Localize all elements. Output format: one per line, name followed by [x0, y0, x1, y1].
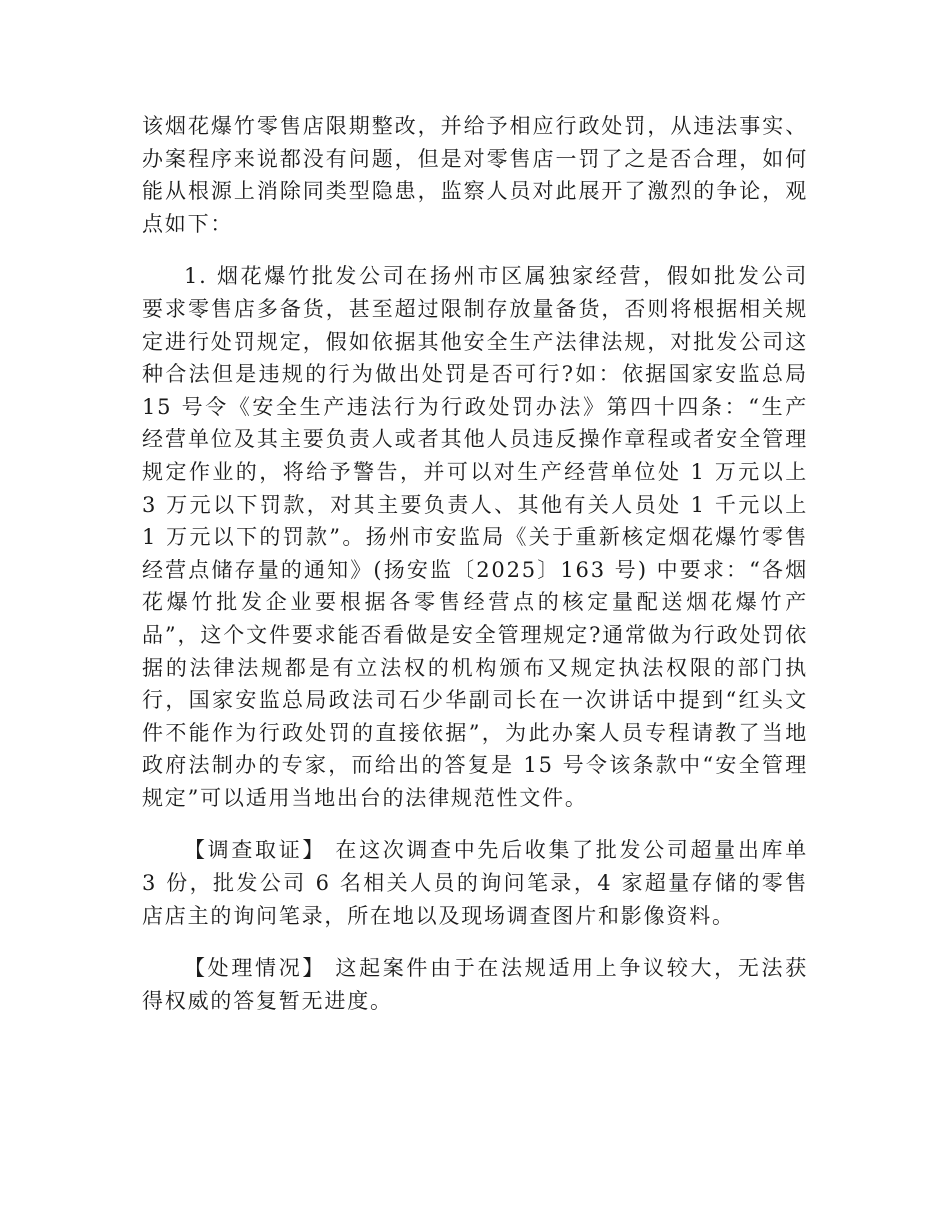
paragraph-intro: 该烟花爆竹零售店限期整改，并给予相应行政处罚，从违法事实、办案程序来说都没有问题，但是对零售店一罚了之是否合理，如何能从根源上消除同类型隐患，监察人员对此展开了激烈的争论，观点如下： [142, 114, 808, 236]
paragraph-point-1: 1. 烟花爆竹批发公司在扬州市区属独家经营，假如批发公司要求零售店多备货，甚至超过限制存放量备货，否则将根据相关规定进行处罚规定，假如依据其他安全生产法律法规，对批发公司这种合法但是违规的行为做出处罚是否可行?如：依据国家安监总局 15 号令《安全生产违法行为行政处罚办法》第四十四条：“生产经营单位及其主要负责人或者其他人员违反操作章程或者安全管理规定作业的，将给予警告，并可以对生产经营单位处 1 万元以上 3 万元以下罚款，对其主要负责人、其他有关人员处 1 千元以上 1 万元以下的罚款”。扬州市安监局《关于重新核定烟花爆竹零售经营点储存量的通知》(扬安监〔2025〕163 号) 中要求：“各烟花爆竹批发企业要根据各零售经营点的核定量配送烟花爆竹产品”，这个文件要求能否看做是安全管理规定?通常做为行政处罚依据的法律法规都是有立法权的机构颁布又规定执法权限的部门执行，国家安监总局政法司石少华副司长在一次讲话中提到“红头文件不能作为行政处罚的直接依据”，为此办案人员专程请教了当地政府法制办的专家，而给出的答复是 15 号令该条款中“安全管理规定”可以适用当地出台的法律规范性文件。 [142, 264, 808, 810]
paragraph-handling: 【处理情况】 这起案件由于在法规适用上争议较大，无法获得权威的答复暂无进度。 [142, 956, 808, 1013]
paragraph-investigation: 【调查取证】 在这次调查中先后收集了批发公司超量出库单 3 份，批发公司 6 名相关人员的询问笔录，4 家超量存储的零售店店主的询问笔录，所在地以及现场调查图片和影像资料。 [142, 838, 808, 928]
